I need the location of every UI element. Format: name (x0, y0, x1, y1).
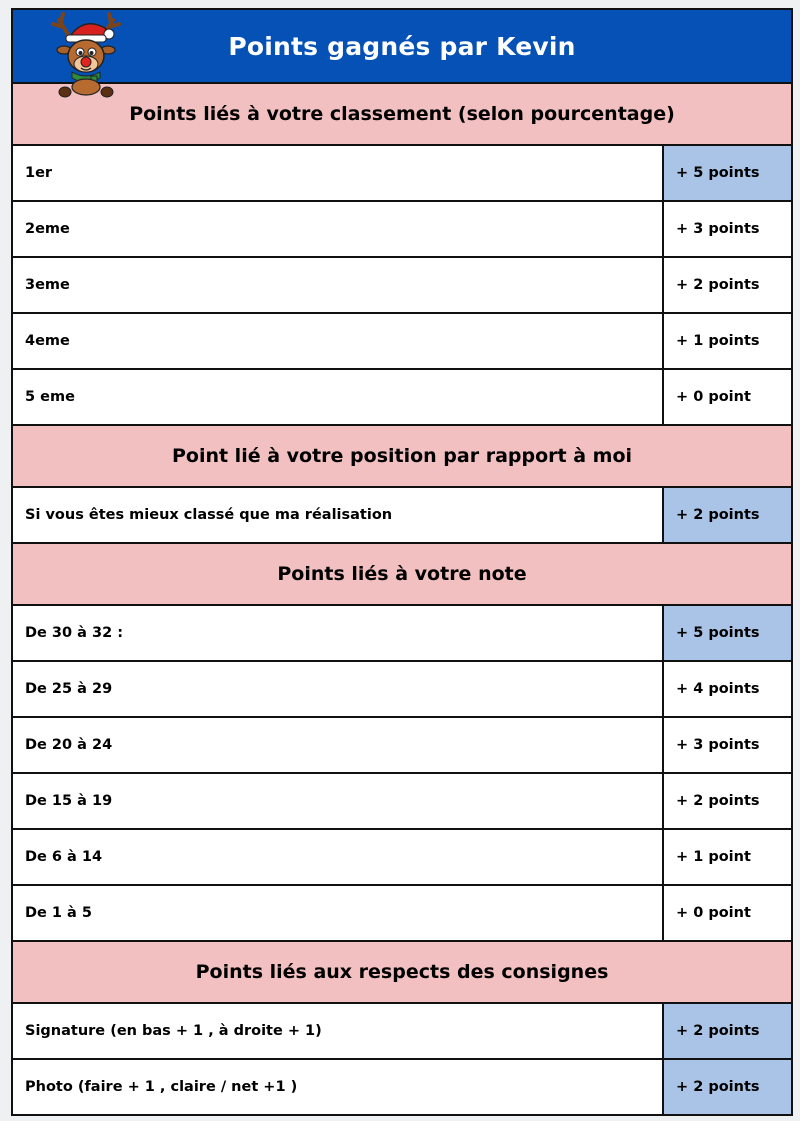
row-points: + 1 point (664, 830, 791, 884)
row-label: 4eme (13, 314, 664, 368)
table-row (11, 774, 793, 830)
row-label: De 6 à 14 (13, 830, 664, 884)
table-row (11, 886, 793, 942)
row-label: De 25 à 29 (13, 662, 664, 716)
table-row (11, 314, 793, 370)
page-title: Points gagnés par Kevin (228, 31, 576, 61)
table-row (11, 146, 793, 202)
row-points: + 4 points (664, 662, 791, 716)
row-points: + 2 points (664, 258, 791, 312)
row-points: + 2 points (664, 774, 791, 828)
row-label: 3eme (13, 258, 664, 312)
row-points: + 0 point (664, 370, 791, 424)
table-row (11, 606, 793, 662)
row-label: 1er (13, 146, 664, 200)
section-header: Points liés à votre note (11, 544, 793, 606)
row-points: + 2 points (664, 488, 791, 542)
reindeer-santa-hat-icon (47, 12, 125, 98)
table-row (11, 370, 793, 426)
points-sheet (11, 8, 793, 1116)
table-row (11, 718, 793, 774)
table-row (11, 258, 793, 314)
row-points: + 3 points (664, 718, 791, 772)
row-label: Si vous êtes mieux classé que ma réalisation (13, 488, 664, 542)
section-header: Points liés à votre classement (selon pourcentage) (11, 84, 793, 146)
row-points: + 1 points (664, 314, 791, 368)
table-row (11, 1004, 793, 1060)
table-row (11, 202, 793, 258)
row-points: + 2 points (664, 1060, 791, 1114)
row-label: De 15 à 19 (13, 774, 664, 828)
section-header: Point lié à votre position par rapport à moi (11, 426, 793, 488)
title-bar (11, 8, 793, 84)
row-points: + 3 points (664, 202, 791, 256)
table-row (11, 830, 793, 886)
row-points: + 2 points (664, 1004, 791, 1058)
row-label: De 30 à 32 : (13, 606, 664, 660)
row-label: 2eme (13, 202, 664, 256)
row-points: + 0 point (664, 886, 791, 940)
row-label: Photo (faire + 1 , claire / net +1 ) (13, 1060, 664, 1114)
row-label: 5 eme (13, 370, 664, 424)
row-label: De 20 à 24 (13, 718, 664, 772)
section-header: Points liés aux respects des consignes (11, 942, 793, 1004)
table-row (11, 488, 793, 544)
row-label: Signature (en bas + 1 , à droite + 1) (13, 1004, 664, 1058)
row-label: De 1 à 5 (13, 886, 664, 940)
row-points: + 5 points (664, 606, 791, 660)
table-row (11, 662, 793, 718)
row-points: + 5 points (664, 146, 791, 200)
sections-container (11, 84, 793, 1116)
table-row (11, 1060, 793, 1116)
